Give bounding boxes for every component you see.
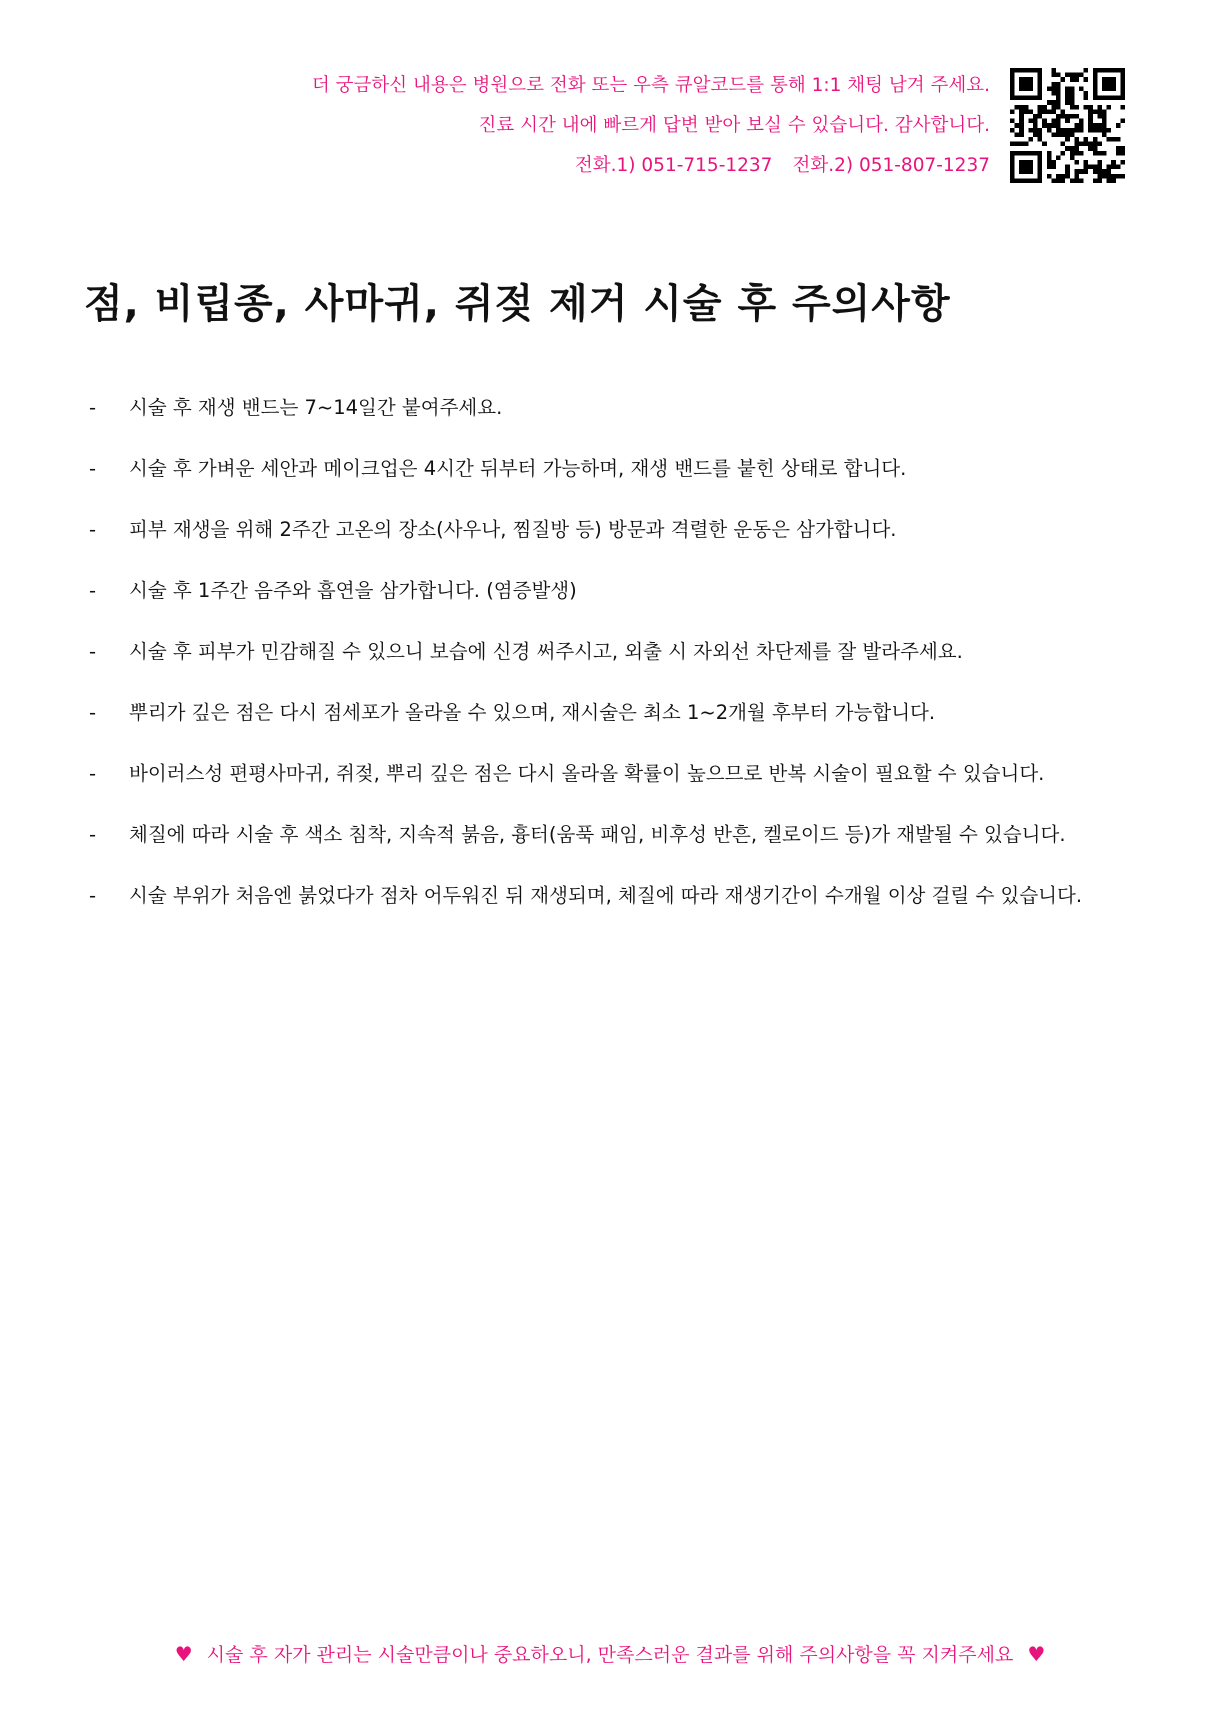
- list-item: [84, 754, 1129, 794]
- phone-2[interactable]: 전화.2) 051-807-1237: [792, 155, 990, 176]
- note-text: 피부 재생을 위해 2주간 고온의 장소(사우나, 찜질방 등) 방문과 격렬한 운동은 삼가합니다.: [129, 518, 897, 541]
- note-text: 시술 부위가 처음엔 붉었다가 점차 어두워진 뒤 재생되며, 체질에 따라 재생기간이 수개월 이상 걸릴 수 있습니다.: [129, 884, 1083, 907]
- list-item: [84, 632, 1129, 672]
- note-text: 바이러스성 편평사마귀, 쥐젖, 뿌리 깊은 점은 다시 올라올 확률이 높으므로 반복 시술이 필요할 수 있습니다.: [129, 762, 1045, 785]
- heart-icon: ♥: [174, 1642, 193, 1666]
- footer-message: [0, 1640, 1220, 1667]
- list-item: [84, 388, 1129, 428]
- list-item: [84, 571, 1129, 611]
- contact-line-2: 진료 시간 내에 빠르게 답변 받아 보실 수 있습니다. 감사합니다.: [478, 115, 990, 136]
- bullet-dash: -: [89, 823, 97, 846]
- bullet-dash: -: [89, 457, 97, 480]
- footer-text: 시술 후 자가 관리는 시술만큼이나 중요하오니, 만족스러운 결과를 위해 주의사항을 꼭 지켜주세요: [206, 1644, 1014, 1666]
- bullet-dash: -: [89, 579, 97, 602]
- bullet-dash: -: [89, 762, 97, 785]
- contact-info: [312, 66, 990, 186]
- contact-phones: [312, 146, 990, 186]
- page-title: 점, 비립종, 사마귀, 쥐젖 제거 시술 후 주의사항: [84, 281, 951, 327]
- contact-line-1: 더 궁금하신 내용은 병원으로 전화 또는 우측 큐알코드를 통해 1:1 채팅 남겨 주세요.: [311, 75, 990, 96]
- list-item: [84, 693, 1129, 733]
- note-text: 시술 후 가벼운 세안과 메이크업은 4시간 뒤부터 가능하며, 재생 밴드를 붙힌 상태로 합니다.: [129, 457, 907, 480]
- precautions-list: [84, 388, 1129, 937]
- note-text: 시술 후 1주간 음주와 흡연을 삼가합니다. (염증발생): [129, 579, 577, 602]
- list-item: [84, 449, 1129, 489]
- note-text: 뿌리가 깊은 점은 다시 점세포가 올라올 수 있으며, 재시술은 최소 1~2개월 후부터 가능합니다.: [129, 701, 936, 724]
- qr-code-icon[interactable]: [1010, 68, 1125, 183]
- list-item: [84, 510, 1129, 550]
- bullet-dash: -: [89, 701, 97, 724]
- bullet-dash: -: [89, 884, 97, 907]
- bullet-dash: -: [89, 640, 97, 663]
- phone-1[interactable]: 전화.1) 051-715-1237: [574, 155, 773, 176]
- heart-icon: ♥: [1027, 1642, 1046, 1666]
- list-item: [84, 876, 1129, 916]
- note-text: 시술 후 재생 밴드는 7~14일간 붙여주세요.: [129, 396, 503, 419]
- note-text: 시술 후 피부가 민감해질 수 있으니 보습에 신경 써주시고, 외출 시 자외선 차단제를 잘 발라주세요.: [129, 640, 963, 663]
- bullet-dash: -: [89, 518, 97, 541]
- bullet-dash: -: [89, 396, 97, 419]
- list-item: [84, 815, 1129, 855]
- note-text: 체질에 따라 시술 후 색소 침착, 지속적 붉음, 흉터(움푹 패임, 비후성 반흔, 켈로이드 등)가 재발될 수 있습니다.: [129, 823, 1066, 846]
